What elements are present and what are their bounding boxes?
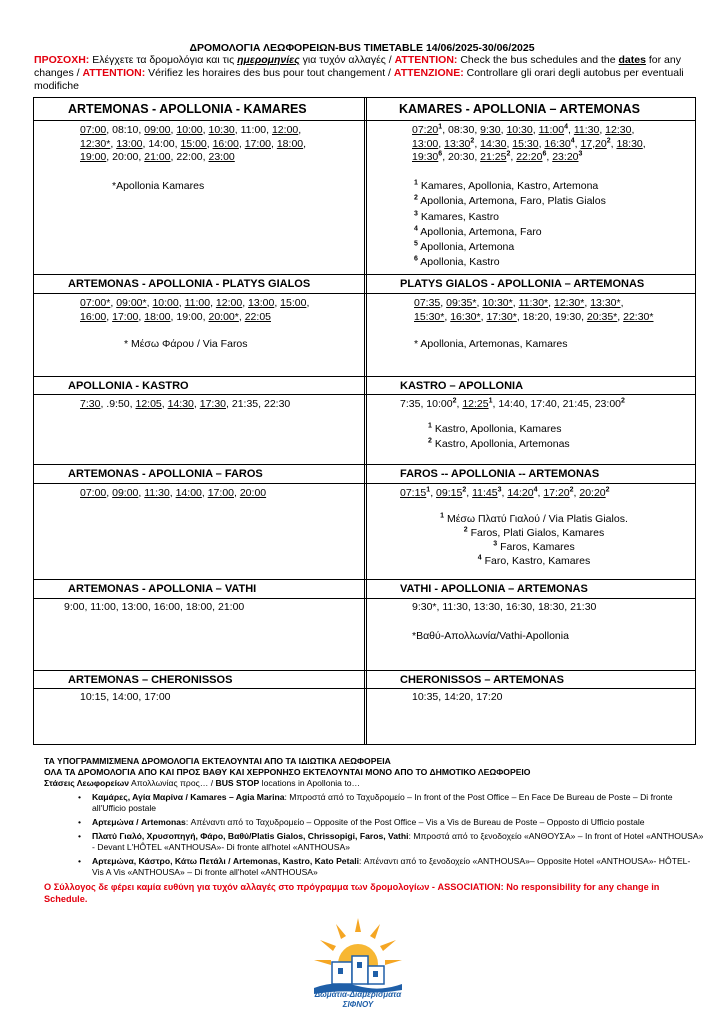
- list-item: [44, 856, 704, 878]
- divider: [34, 464, 695, 465]
- departure-time: 15:00: [280, 297, 307, 309]
- note-text: Kastro, Apollonia, Artemonas: [434, 437, 570, 450]
- departure-time: 10:35: [412, 691, 439, 703]
- departure-time: 22:30: [263, 398, 291, 410]
- note-number: 1: [414, 179, 418, 187]
- departure-time: 21:35: [231, 398, 259, 410]
- departure-time: 07:20: [412, 124, 439, 136]
- divider: [34, 579, 695, 580]
- divider: [34, 120, 695, 121]
- route-header: KASTRO – APOLLONIA: [400, 380, 524, 392]
- notice-label-fr: ATTENTION:: [82, 67, 146, 79]
- route-notes: [414, 179, 606, 271]
- departure-time: 21:00: [144, 151, 171, 163]
- route-header: ARTEMONAS - APOLLONIA - KAMARES: [68, 102, 307, 116]
- departure-time: 12:25: [462, 398, 489, 410]
- bus-stop-label-en: BUS STOP: [215, 778, 260, 788]
- departure-time: 07:00: [80, 124, 107, 136]
- departure-time: 10:00: [426, 398, 453, 410]
- departure-time: 13:00: [121, 601, 148, 613]
- note-ref: 1: [488, 397, 493, 405]
- timetable-grid: [33, 97, 696, 745]
- departure-time: 13:30: [444, 137, 471, 150]
- departure-time: 18:30: [537, 601, 565, 613]
- departure-time: 11:30: [573, 124, 600, 136]
- bus-stop-text-gr: Απολλωνίας προς… /: [129, 778, 216, 788]
- departure-time: 10:30: [208, 124, 235, 136]
- departure-time: 9:00: [64, 601, 85, 613]
- municipal-bus-note: ΟΛΑ ΤΑ ΔΡΟΜΟΛΟΓΙΑ ΑΠΟ ΚΑΙ ΠΡΟΣ ΒΑΘΥ ΚΑΙ ΧΕΡΡΟΝΗΣΟ ΕΚΤΕΛΟΥΝΤΑΙ ΜΟΝΟ ΑΠΟ ΤΟ ΔΗΜΟΤΙΚΟ ΛΕΩΦΟΡΕΙΟ: [44, 767, 531, 777]
- bus-stop-label-gr: Στάσεις Λεωφορείων: [44, 778, 130, 788]
- departure-time: 07:35: [414, 297, 441, 309]
- departure-time: 12:00: [271, 124, 299, 136]
- stop-destination: Καμάρες, Αγία Μαρίνα / Kamares – Agia Marina: [92, 792, 285, 802]
- note-ref: 2: [605, 486, 610, 494]
- notice-en-2: for any changes /: [34, 54, 681, 79]
- note-ref: 2: [506, 150, 511, 158]
- bus-stop-text-en: locations in Apollonia to…: [259, 778, 361, 788]
- departure-time: 17:00: [207, 487, 234, 499]
- departure-time: 22:30*: [623, 310, 654, 323]
- divider: [34, 274, 695, 275]
- note-ref: 3: [578, 150, 583, 158]
- departure-time: 16:30: [544, 137, 571, 150]
- departure-time: 16:30*: [450, 310, 481, 323]
- stop-destination: Αρτεμώνα, Κάστρο, Κάτω Πετάλι / Artemonas, Kastro, Kato Petali: [92, 856, 360, 866]
- departure-time: 17:00: [144, 691, 171, 703]
- notice-it: Controllare gli orari degli autobus per eventuali modifiche: [34, 67, 684, 92]
- departure-time: 13:00: [248, 297, 275, 309]
- route-times: 10:35, 14:20, 17:20: [412, 691, 503, 703]
- note-number: 4: [477, 554, 482, 562]
- stop-location: : Απέναντι από το ξενοδοχείο «ANTHOUSA»– Opposite Hotel «ANTHOUSA»- HÔTEL- Vis A Vis «ANTHOUSA» – Di fronte all'hotel «ANTHOUSA»: [92, 856, 691, 877]
- route-times: 07:00*, 09:00*, 10:00, 11:00, 12:00, 13:00, 15:00, 16:00, 17:00, 18:00, 19:00, 20:00*, 22:05: [80, 297, 310, 323]
- list-item: [44, 817, 704, 828]
- route-times: 07:35, 09:35*, 10:30*, 11:30*, 12:30*, 13:30*, 15:30*, 16:30*, 17:30*, 18:20, 19:30, 20:35*, 22:30*: [414, 297, 654, 323]
- departure-time: 11:00: [184, 297, 211, 309]
- departure-time: 16:00: [153, 601, 181, 613]
- departure-time: 21:00: [218, 601, 245, 613]
- route-note: * Apollonia, Artemonas, Kamares: [414, 338, 568, 350]
- departure-time: 7:30: [80, 398, 101, 410]
- route-times: $07:20^1$, 08:30, 9:30, 10:30, $11:00^4$, 11:30, 12:30, 13:00, $13:30^2$, 14:30, 15:30, $16:30^4$, 17,20$^2$, 18:30, $19:30^6$, 20:30, $21:25^2$, $22:20^6$, $23:20^3$: [412, 123, 646, 163]
- departure-time: 12:00: [215, 297, 243, 309]
- route-times: 7:35, $10:00^2$, $12:25^1$, 14:40, 17:40, 21:45, $23:00^2$: [400, 397, 625, 410]
- departure-time: 13:30: [473, 601, 500, 613]
- note-ref: 4: [533, 486, 538, 494]
- departure-time: 10:15: [80, 691, 107, 703]
- route-times: 07:00, 08:10, 09:00, 10:00, 10:30, 11:00, 12:00, 12:30*, 13:00, 14:00, 15:00, 16:00, 17:00, 18:00, 19:00, 20:00, 21:00, 22:00, 23:00: [80, 124, 307, 163]
- note-number: 3: [414, 210, 418, 218]
- note-text: Apollonia, Kastro: [420, 256, 500, 269]
- departure-time: 13:00: [412, 137, 439, 150]
- note-number: 1: [428, 422, 432, 430]
- notice-fr: Vérifiez les horaires des bus pour tout changement /: [145, 67, 394, 79]
- departure-time: 21:45: [562, 398, 589, 410]
- divider: [34, 483, 695, 484]
- route-times: $07:15^1$, $09:15^2$, $11:45^3$, $14:20^4$, $17:20^2$, $20:20^2$: [400, 486, 610, 499]
- route-times: 7:30, .9:50, 12:05, 14:30, 17:30, 21:35, 22:30: [80, 398, 291, 410]
- note-text: Apollonia, Artemona: [420, 241, 515, 254]
- departure-time: 13:00: [116, 137, 143, 150]
- departure-time: 22:05: [244, 310, 271, 323]
- notice-gr-2: για τυχόν αλλαγές /: [299, 54, 395, 66]
- departure-time: 15:30: [512, 137, 539, 150]
- note-number: 2: [414, 194, 418, 202]
- departure-time: 14:20: [507, 487, 534, 499]
- route-header: FAROS -- APOLLONIA -- ARTEMONAS: [400, 468, 600, 480]
- route-header: KAMARES - APOLLONIA – ARTEMONAS: [399, 102, 640, 116]
- note-ref: 1: [426, 486, 431, 494]
- note-text: Μέσω Πλατύ Γιαλού / Via Platis Gialos.: [446, 513, 628, 525]
- divider: [34, 394, 695, 395]
- note-ref: 4: [564, 123, 568, 131]
- note-text: Apollonia, Artemona, Faro: [420, 225, 542, 238]
- divider: [34, 376, 695, 377]
- departure-time: 14:20: [444, 691, 471, 703]
- column-divider: [364, 98, 367, 744]
- departure-time: 22:00: [176, 151, 203, 163]
- note-number: 3: [493, 540, 498, 548]
- note-text: Faro, Kastro, Kamares: [484, 555, 591, 567]
- stop-location: : Απέναντι από το Ταχυδρομείο – Opposite of the Post Office – Vis a Vis de Bureau de Poste – Opposto di Ufficio postale: [185, 817, 645, 827]
- departure-time: 14:00: [148, 137, 175, 150]
- note-number: 4: [414, 225, 418, 233]
- page-title: ΔΡΟΜΟΛΟΓΙΑ ΛΕΩΦΟΡΕΙΩΝ-BUS TIMETABLE 14/06/2025-30/06/2025: [189, 42, 535, 54]
- departure-time: 15:00: [180, 137, 207, 150]
- departure-time: 13:30*: [590, 297, 621, 309]
- departure-time: 21:25: [480, 151, 507, 163]
- note-ref: 2: [569, 486, 574, 494]
- departure-time: 14:30: [480, 137, 507, 150]
- departure-time: 20:20: [579, 487, 606, 499]
- notice-gr-dates: ημερομηνίες: [237, 54, 300, 66]
- departure-time: 16:30: [505, 601, 533, 613]
- departure-time: 11:30*: [518, 297, 549, 309]
- bus-stop-list: [44, 792, 704, 878]
- departure-time: 23:20: [552, 151, 579, 163]
- note-number: 5: [414, 240, 418, 248]
- departure-time: 12:30*: [80, 137, 111, 150]
- note-ref: 6: [542, 150, 547, 158]
- route-header: ARTEMONAS - APOLLONIA – FAROS: [68, 468, 263, 480]
- departure-time: 11:30: [144, 487, 170, 499]
- departure-time: 14:30: [167, 398, 194, 410]
- note-number: 6: [414, 255, 418, 263]
- departure-time: 12:30: [605, 124, 632, 136]
- note-text: Kamares, Kastro: [420, 210, 500, 223]
- divider: [34, 598, 695, 599]
- departure-time: 11:00: [240, 124, 267, 136]
- departure-time: 10:00: [176, 124, 203, 136]
- route-times: 9:00, 11:00, 13:00, 16:00, 18:00, 21:00: [64, 601, 245, 613]
- departure-time: 19:00: [176, 310, 203, 323]
- departure-time: 18:00: [276, 137, 304, 150]
- note-ref: 2: [606, 137, 611, 144]
- departure-time: 09:15: [436, 487, 463, 499]
- route-times: 10:15, 14:00, 17:00: [80, 691, 171, 703]
- departure-time: 9:30*: [412, 601, 437, 613]
- departure-time: 21:30: [570, 601, 597, 613]
- underlined-private-note: ΤΑ ΥΠΟΓΡΑΜΜΙΣΜΕΝΑ ΔΡΟΜΟΛΟΓΙΑ ΕΚΤΕΛΟΥΝΤΑΙ ΑΠΟ ΤΑ ΙΔΙΩΤΙΚΑ ΛΕΩΦΟΡΕΙΑ: [44, 756, 391, 766]
- notice-en-1: Check the bus schedules and the: [457, 54, 619, 66]
- departure-time: 19:30: [554, 310, 582, 323]
- notice-label-gr: ΠΡΟΣΟΧΗ:: [34, 54, 90, 66]
- departure-time: 11:30: [442, 601, 468, 613]
- route-notes: [374, 512, 694, 568]
- note-text: Kastro, Apollonia, Kamares: [434, 423, 562, 435]
- stop-destination: Αρτεμώνα / Artemonas: [92, 817, 186, 827]
- stop-location: : Μπροστά από το Ταχυδρομείο – In front of the Post Office – En Face De Bureau de Poste – Di fronte all'Ufficio postale: [92, 792, 673, 813]
- route-header: CHERONISSOS – ARTEMONAS: [400, 674, 565, 686]
- notice-gr-1: Ελέγχετε τα δρομολόγια και τις: [89, 54, 238, 66]
- departure-time: 12:30*: [554, 297, 585, 309]
- departure-time: 07:00*: [80, 297, 111, 309]
- note-ref: 2: [452, 397, 457, 405]
- departure-time: 14:00: [112, 691, 139, 703]
- route-note: *Βαθύ-Απολλωνία/Vathi-Apollonia: [412, 630, 569, 642]
- departure-time: 17:30*: [486, 310, 517, 323]
- departure-time: 07:00: [80, 487, 107, 499]
- note-ref: 2: [462, 486, 467, 494]
- departure-time: 18:00: [185, 601, 213, 613]
- departure-time: 17:00: [244, 137, 271, 150]
- note-text: Faros, Plati Gialos, Kamares: [470, 527, 605, 539]
- departure-time: 20:35*: [586, 310, 618, 323]
- departure-time: 14:40: [498, 398, 525, 410]
- departure-time: 15:30*: [414, 310, 445, 323]
- departure-time: 17:20: [543, 487, 570, 499]
- stop-location: : Μπροστά από το ξενοδοχείο «ΑΝΘΟΥΣΑ» – In front of Hotel «ANTHOUSA» - Devant L'HÔTEL «ANTHOUSA»- Di fronte all'hotel «ANTHOUSA»: [92, 831, 704, 852]
- departure-time: 16:00: [80, 310, 107, 323]
- departure-time: 23:00: [208, 151, 235, 163]
- departure-time: 17,20: [580, 137, 607, 150]
- divider: [34, 688, 695, 689]
- departure-time: 08:10: [112, 124, 139, 136]
- departure-time: 12:05: [135, 398, 162, 410]
- departure-time: 18:20: [522, 310, 549, 323]
- logo-text: Δωμάτια-Διαμερίσματα ΣΙΦΝΟΥ: [314, 990, 402, 1009]
- note-ref: 2: [621, 397, 625, 405]
- notice-en-dates: dates: [618, 54, 646, 66]
- notice-label-en: ATTENTION:: [394, 54, 458, 66]
- route-header: ARTEMONAS - APOLLONIA - PLATYS GIALOS: [68, 278, 311, 290]
- departure-time: 19:30: [412, 151, 439, 163]
- departure-time: 20:00*: [208, 310, 239, 323]
- departure-time: 17:30: [199, 398, 227, 410]
- departure-time: 09:00*: [116, 297, 147, 309]
- note-ref: 6: [438, 150, 443, 158]
- disclaimer: Ο Σύλλογος δε φέρει καμία ευθύνη για τυχόν αλλαγές στο πρόγραμμα των δρομολογίων - ASSOCIATION: No responsibility for any change in Schedule.: [44, 882, 660, 904]
- note-text: Apollonia, Artemona, Faro, Platis Gialos: [420, 195, 606, 208]
- departure-time: 09:00: [112, 487, 139, 499]
- note-ref: 3: [497, 486, 502, 494]
- departure-time: 17:00: [112, 310, 139, 323]
- departure-time: 09:35*: [446, 297, 477, 309]
- note-text: Kamares, Apollonia, Kastro, Artemona: [420, 180, 599, 192]
- route-notes: [428, 422, 570, 451]
- stop-destination: Πλατύ Γιαλό, Χρυσοπηγή, Φάρο, Βαθύ/Platis Gialos, Chrissopigi, Faros, Vathi: [92, 831, 409, 841]
- departure-time: 22:20: [516, 151, 543, 163]
- departure-time: 20:30: [448, 151, 475, 163]
- footer-notes: [44, 756, 704, 905]
- divider: [34, 293, 695, 294]
- route-header: VATHI - APOLLONIA – ARTEMONAS: [400, 583, 588, 595]
- note-ref: 1: [438, 123, 443, 131]
- departure-time: 17:40: [530, 398, 557, 410]
- departure-time: 14:00: [175, 487, 202, 499]
- attention-notice: [34, 54, 694, 93]
- note-number: 2: [463, 526, 468, 534]
- departure-time: 11:00: [538, 124, 565, 136]
- departure-time: 18:00: [144, 310, 171, 323]
- departure-time: 10:00: [152, 297, 179, 309]
- list-item: [44, 792, 704, 814]
- route-header: APOLLONIA - KASTRO: [68, 380, 189, 392]
- departure-time: 16:00: [212, 137, 239, 150]
- notice-label-it: ATTENZIONE:: [393, 67, 464, 79]
- association-logo: [306, 912, 410, 1022]
- note-ref: 2: [470, 137, 475, 144]
- note-number: 1: [440, 512, 445, 520]
- list-item: [44, 831, 704, 853]
- departure-time: 9:30: [480, 124, 501, 136]
- departure-time: 7:35: [400, 398, 421, 410]
- departure-time: 10:30: [506, 124, 533, 136]
- departure-time: 08:30: [448, 124, 475, 136]
- departure-time: 10:30*: [482, 297, 513, 309]
- route-times: 07:00, 09:00, 11:30, 14:00, 17:00, 20:00: [80, 487, 267, 499]
- route-note: *Apollonia Kamares: [112, 180, 205, 192]
- departure-time: 07:15: [400, 487, 427, 499]
- note-number: 2: [428, 437, 432, 444]
- departure-time: 11:00: [90, 601, 116, 613]
- departure-time: 18:30: [616, 137, 643, 150]
- route-header: ARTEMONAS - APOLLONIA – VATHI: [68, 583, 257, 595]
- departure-time: 19:00: [80, 151, 107, 163]
- route-header: ARTEMONAS – CHERONISSOS: [68, 674, 233, 686]
- departure-time: 20:00: [112, 151, 139, 163]
- departure-time: 17:20: [476, 691, 503, 703]
- departure-time: 20:00: [239, 487, 267, 499]
- divider: [34, 670, 695, 671]
- note-ref: 4: [570, 137, 575, 144]
- route-header: PLATYS GIALOS - APOLLONIA – ARTEMONAS: [400, 278, 645, 290]
- departure-time: 09:00: [144, 124, 171, 136]
- departure-time: 11:45: [472, 487, 498, 499]
- departure-time: .9:50: [106, 398, 130, 410]
- bus-stop-intro: [44, 778, 704, 789]
- note-text: Faros, Kamares: [500, 541, 575, 553]
- route-times: 9:30*, 11:30, 13:30, 16:30, 18:30, 21:30: [412, 601, 597, 613]
- route-note: * Μέσω Φάρου / Via Faros: [124, 338, 248, 350]
- departure-time: 23:00: [594, 398, 621, 410]
